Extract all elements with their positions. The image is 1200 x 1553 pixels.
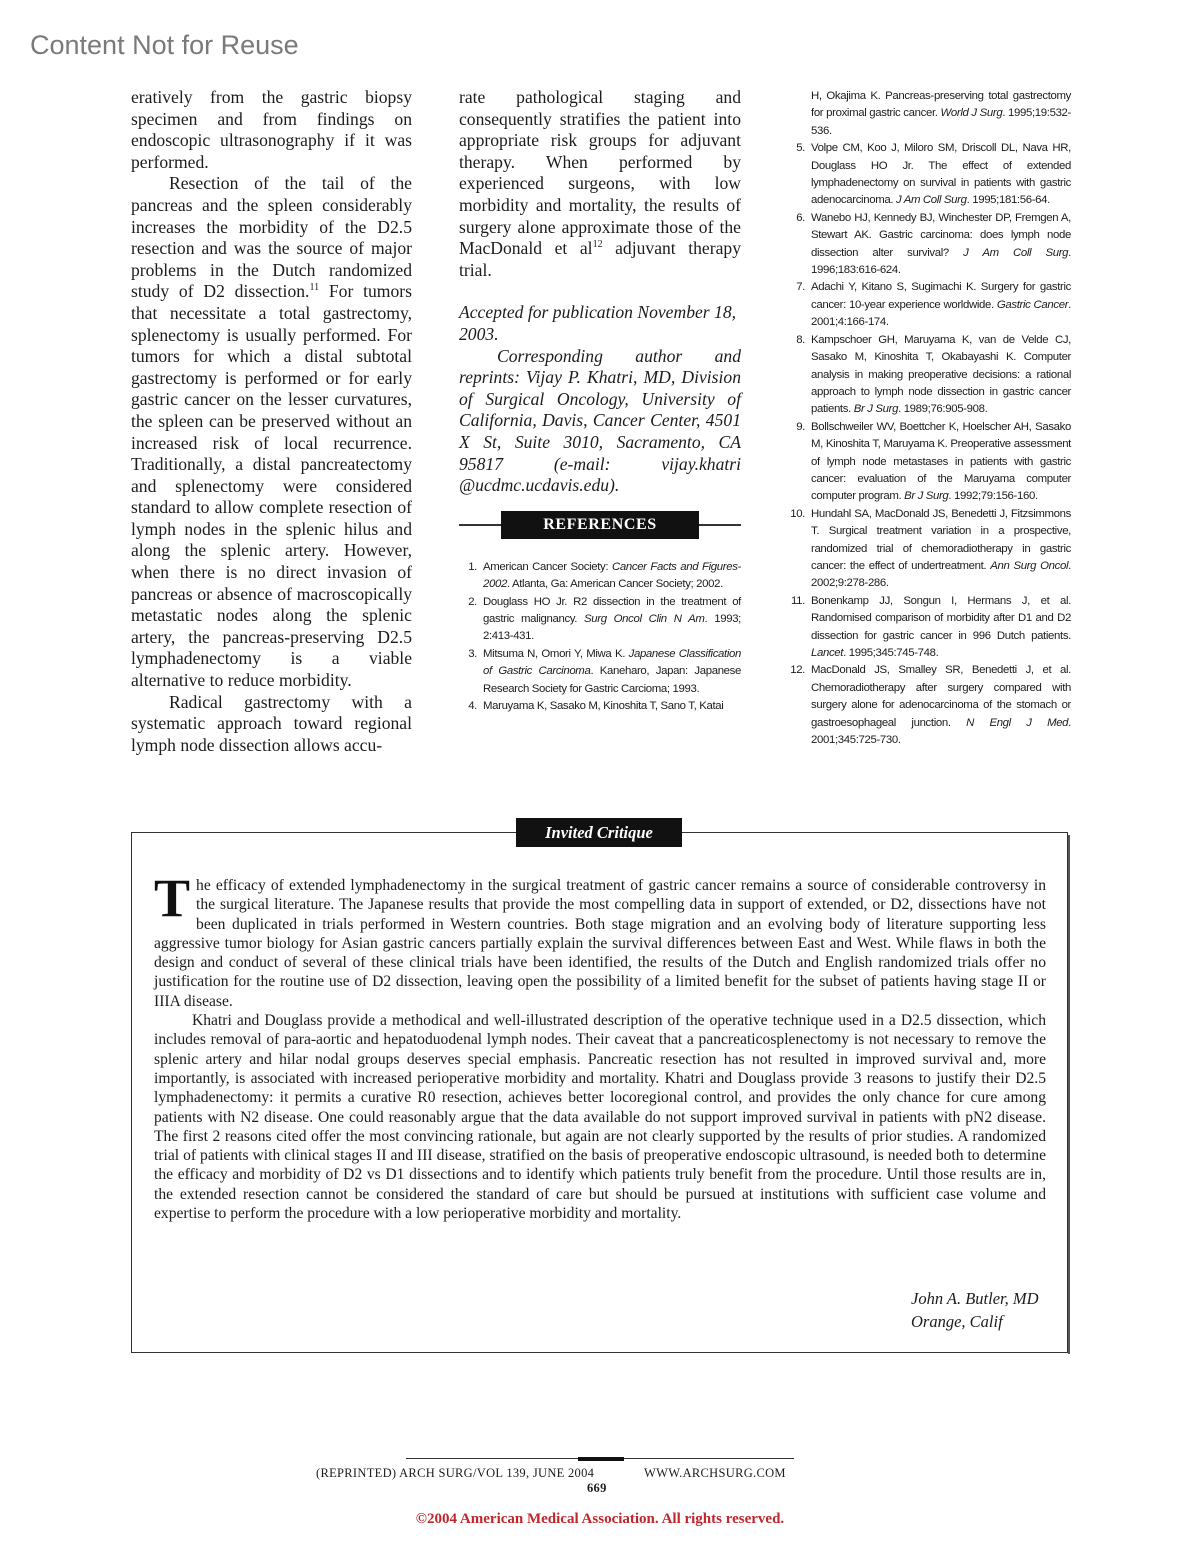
reference-citation: . 1992;79:156-160. <box>948 490 1038 503</box>
reference-authors-title: Mitsuma N, Omori Y, Miwa K. <box>483 647 629 660</box>
critique-signature <box>911 1288 1039 1333</box>
reference-item <box>459 646 741 698</box>
reference-number: 8. <box>796 333 805 346</box>
reference-number: 11. <box>791 594 805 607</box>
reference-text <box>811 210 1071 280</box>
critique-paragraph-1-text: he efficacy of extended lymphadenectomy in the surgical treatment of gastric cancer remains a source of considerable controversy in the surgical literature. The Japanese results that provide the most compelling data in support of extended, or D2, dissections have not been duplicated in trials performed in Western countries. Both stage migration and an evolving body of literature supporting less aggressive tumor biology for Asian gastric cancers partially explain the survival differences between East and West. While flaws in both the design and conduct of several of these clinical trials have been identified, the results of the Dutch and English randomized trials offer no justification for the routine use of D2 dissection, leaving open the possibility of a limited benefit for the subset of patients having stage II or IIIA disease. <box>154 877 1046 1010</box>
reference-citation: . 2002;9:278-286. <box>811 559 1071 590</box>
reference-citation: . Kaneharo, Japan: Japanese Research Society for Gastric Carcioma; 1993. <box>483 665 741 695</box>
reference-journal: N Engl J Med <box>966 716 1069 729</box>
critique-author: John A. Butler, MD <box>911 1289 1039 1308</box>
reference-text <box>811 332 1071 419</box>
reference-list-right <box>786 88 1071 749</box>
critique-body <box>154 868 1046 1223</box>
reference-item <box>459 559 741 594</box>
critique-box-shadow <box>1068 835 1070 1354</box>
reference-number: 9. <box>796 420 805 433</box>
reference-number: 10. <box>790 507 805 520</box>
reference-number: 7. <box>796 281 805 294</box>
reference-number: 4. <box>468 699 477 712</box>
reference-journal: Surg Oncol Clin N Am <box>584 612 705 625</box>
reference-number: 12. <box>790 664 805 677</box>
reference-citation: . 1993; 2:413-431. <box>483 612 741 643</box>
reference-authors-title: Volpe CM, Koo J, Miloro SM, Driscoll DL, Nava HR, Douglass HO Jr. The effect of extended lymphadenectomy on survival in patients with gastric adenocarcinoma. <box>811 142 1071 207</box>
reference-citation: . 1995;181:56-64. <box>966 194 1050 207</box>
reference-number: 2. <box>468 595 477 608</box>
reference-citation: . 2001;4:166-174. <box>811 298 1071 329</box>
reference-text <box>811 419 1071 506</box>
reference-authors-title: Maruyama K, Sasako M, Kinoshita T, Sano T, Katai <box>483 699 724 712</box>
reference-journal: Gastric Cancer <box>996 298 1069 311</box>
reference-item <box>786 332 1071 419</box>
reference-item <box>786 593 1071 663</box>
references-heading-bar <box>459 511 741 539</box>
reference-item <box>786 140 1071 210</box>
copyright-notice: ©2004 American Medical Association. All rights reserved. <box>415 1511 785 1527</box>
reference-authors-title: Douglass HO Jr. R2 dissection in the treatment of gastric malignancy. <box>483 595 741 625</box>
footer-citation: (REPRINTED) ARCH SURG/VOL 139, JUNE 2004 <box>316 1466 595 1480</box>
left-paragraph-2-text-a: Resection of the tail of the pancreas and the spleen considerably increases the morbidity of the D2.5 resection and was the source of major problems in the Dutch randomized study of D2 dissection. <box>131 173 412 302</box>
reference-journal: Br J Surg <box>853 403 899 416</box>
reference-authors-title: American Cancer Society: <box>483 560 612 573</box>
reference-journal: J Am Coll Surg <box>895 194 967 207</box>
reference-number: 1. <box>468 560 477 573</box>
critique-paragraph-2: Khatri and Douglass provide a methodical and well-illustrated description of the operative technique used in a D2.5 dissection, which includes removal of para-aortic and hepatoduodenal lymph nodes. Their caveat that a pancreaticosplenectomy is not necessary to remove the splenic artery and hilar nodal groups deserves special emphasis. Pancreatic resection has not resulted in improved survival and, more importantly, is associated with increased perioperative morbidity and mortality. Khatri and Douglass provide 3 reasons to justify their D2.5 lymphadenectomy: it permits a curative R0 resection, achieves better locoregional control, and provides the only chance for cure among patients with N2 disease. One could reasonably argue that the data available do not support improved survival in patients with pN2 disease. The first 2 reasons cited offer the most convincing rationale, but again are not clearly supported by the results of prior studies. A randomized trial of patients with clinical stages II and III disease, stratified on the basis of preoperative endoscopic ultrasound, is needed both to determine the efficacy and morbidity of D2 vs D1 dissections and to identify which patients truly benefit from the procedure. Until those results are in, the extended resection cannot be considered the standard of care but should be pursued at institutions with sufficient case volume and expertise to perform the procedure with a low perioperative morbidity and mortality. <box>154 1012 1046 1223</box>
reference-text <box>811 662 1071 749</box>
critique-paragraph-1 <box>154 868 1046 1011</box>
footer-rule-accent <box>578 1457 624 1461</box>
reference-journal: J Am Coll Surg <box>963 246 1069 259</box>
reference-authors-title: Bollschweiler WV, Boettcher K, Hoelscher AH, Sasako M, Kinoshita T, Maruyama K. Preoperative assessment of lymph node metastases in patients with gastric cancer: evaluation of the Maruyama computer computer program. <box>811 420 1071 503</box>
reference-authors-title: Hundahl SA, MacDonald JS, Benedetti J, Fitzsimmons T. Surgical treatment variation in a prospective, randomized trial of chemoradiotherapy in gastric cancer: the effect of undertreatment. <box>811 507 1071 572</box>
reference-text <box>483 594 741 646</box>
watermark: Content Not for Reuse <box>30 30 299 60</box>
reference-journal: Japanese Classification of Gastric Carcinoma <box>483 647 741 678</box>
reference-journal: World J Surg <box>940 107 1003 120</box>
footer-website: WWW.ARCHSURG.COM <box>644 1466 786 1480</box>
drop-cap: T <box>154 868 191 928</box>
reference-text <box>483 698 741 715</box>
critique-location: Orange, Calif <box>911 1311 1003 1331</box>
reference-text <box>811 593 1071 663</box>
middle-paragraph-1-text-b: adjuvant therapy trial. <box>459 238 742 280</box>
reference-item <box>786 279 1071 331</box>
page-number: 669 <box>587 1481 607 1495</box>
reference-text <box>483 559 741 594</box>
reference-journal: Ann Surg Oncol <box>990 559 1069 572</box>
corresponding-author: Corresponding author and reprints: Vijay P. Khatri, MD, Division of Surgical Oncology, University of California, Davis, Cancer Center, 4501 X St, Suite 3010, Sacramento, CA 95817 (e-mail: vijay.khatri @ucdmc.ucdavis.edu). <box>459 345 741 496</box>
reference-text <box>811 140 1071 210</box>
reference-authors-title: H, Okajima K. Pancreas-preserving total gastrectomy for proximal gastric cancer. <box>811 90 1071 120</box>
reference-citation: . 1989;76:905-908. <box>898 403 988 416</box>
left-column <box>131 87 412 756</box>
middle-paragraph-1-text-a: rate pathological staging and consequently stratifies the patient into appropriate risk groups for adjuvant therapy. When performed by experienced surgeons, with low morbidity and mortality, the results of surgery alone approximate those of the MacDonald et al <box>459 87 741 259</box>
accepted-date: Accepted for publication November 18, 2003. <box>459 302 737 344</box>
left-paragraph-1: eratively from the gastric biopsy specimen and from findings on endoscopic ultrasonography if it was performed. <box>131 87 412 172</box>
reference-authors-title: Kampschoer GH, Maruyama K, van de Velde CJ, Sasako M, Kinoshita T, Okabayashi K. Computer analysis in making preoperative decisions: a rational approach to lymph node dissection in gastric cancer patients. <box>811 333 1071 416</box>
left-paragraph-2-text-b: For tumors that necessitate a total gastrectomy, splenectomy is usually performed. For tumors for which a distal subtotal gastrectomy is performed or for early gastric cancer on the lesser curvatures, the spleen can be preserved without an increased risk of local recurrence. Traditionally, a distal pancreatectomy and splenectomy were considered standard to allow complete resection of lymph nodes in the splenic hilus and along the splenic artery. However, when there is no direct invasion of pancreas or absence of macroscopically metastatic nodes along the splenic artery, the pancreas-preserving D2.5 lymphadenectomy is a viable alternative to reduce morbidity. <box>131 281 412 691</box>
reference-citation: . Atlanta, Ga: American Cancer Society; 2002. <box>506 578 723 591</box>
reference-item <box>459 698 741 715</box>
reference-list-middle <box>459 559 741 716</box>
left-paragraph-3: Radical gastrectomy with a systematic approach toward regional lymph node dissection allows accu- <box>131 691 412 755</box>
reference-text <box>483 646 741 698</box>
reference-journal: Cancer Facts and Figures-2002 <box>483 560 741 591</box>
reference-text <box>811 279 1071 331</box>
reference-citation: . 2001;345:725-730. <box>811 716 1071 747</box>
reference-authors-title: Bonenkamp JJ, Songun I, Hermans J, et al. Randomised comparison of morbidity after D1 and D2 dissection for gastric cancer in 996 Dutch patients. <box>811 594 1071 642</box>
reference-authors-title: MacDonald JS, Smalley SR, Benedetti J, et al. Chemoradiotherapy after surgery compared with surgery alone for adenocarcinoma of the stomach or gastroesophageal junction. <box>811 664 1071 729</box>
reference-number: 6. <box>796 211 805 224</box>
reference-journal: Br J Surg <box>904 490 949 503</box>
reference-item <box>786 419 1071 506</box>
citation-superscript: 11 <box>309 282 320 294</box>
reference-item <box>786 662 1071 749</box>
reference-authors-title: Adachi Y, Kitano S, Sugimachi K. Surgery for gastric cancer: 10-year experience worldwide. <box>811 281 1071 311</box>
middle-column <box>459 87 741 715</box>
reference-number: 5. <box>796 142 805 155</box>
reference-number: 3. <box>468 647 477 660</box>
middle-paragraph-1 <box>459 87 741 281</box>
reference-journal: Lancet <box>811 647 844 659</box>
critique-title: Invited Critique <box>516 818 682 847</box>
reference-item <box>459 594 741 646</box>
reference-item <box>786 88 1071 140</box>
citation-superscript: 12 <box>592 239 603 251</box>
reference-text <box>811 90 1071 137</box>
reference-authors-title: Wanebo HJ, Kennedy BJ, Winchester DP, Fremgen A, Stewart AK. Gastric carcinoma: does lymph node dissection alter survival? <box>811 211 1071 259</box>
reference-citation: . 1995;19:532-536. <box>811 107 1071 137</box>
reference-item <box>786 210 1071 280</box>
references-heading: REFERENCES <box>501 511 699 539</box>
reference-text <box>811 506 1071 593</box>
reference-item <box>786 506 1071 593</box>
reference-citation: . 1996;183:616-624. <box>811 246 1071 277</box>
reference-citation: . 1995;345:745-748. <box>843 647 939 659</box>
left-paragraph-2 <box>131 173 412 691</box>
